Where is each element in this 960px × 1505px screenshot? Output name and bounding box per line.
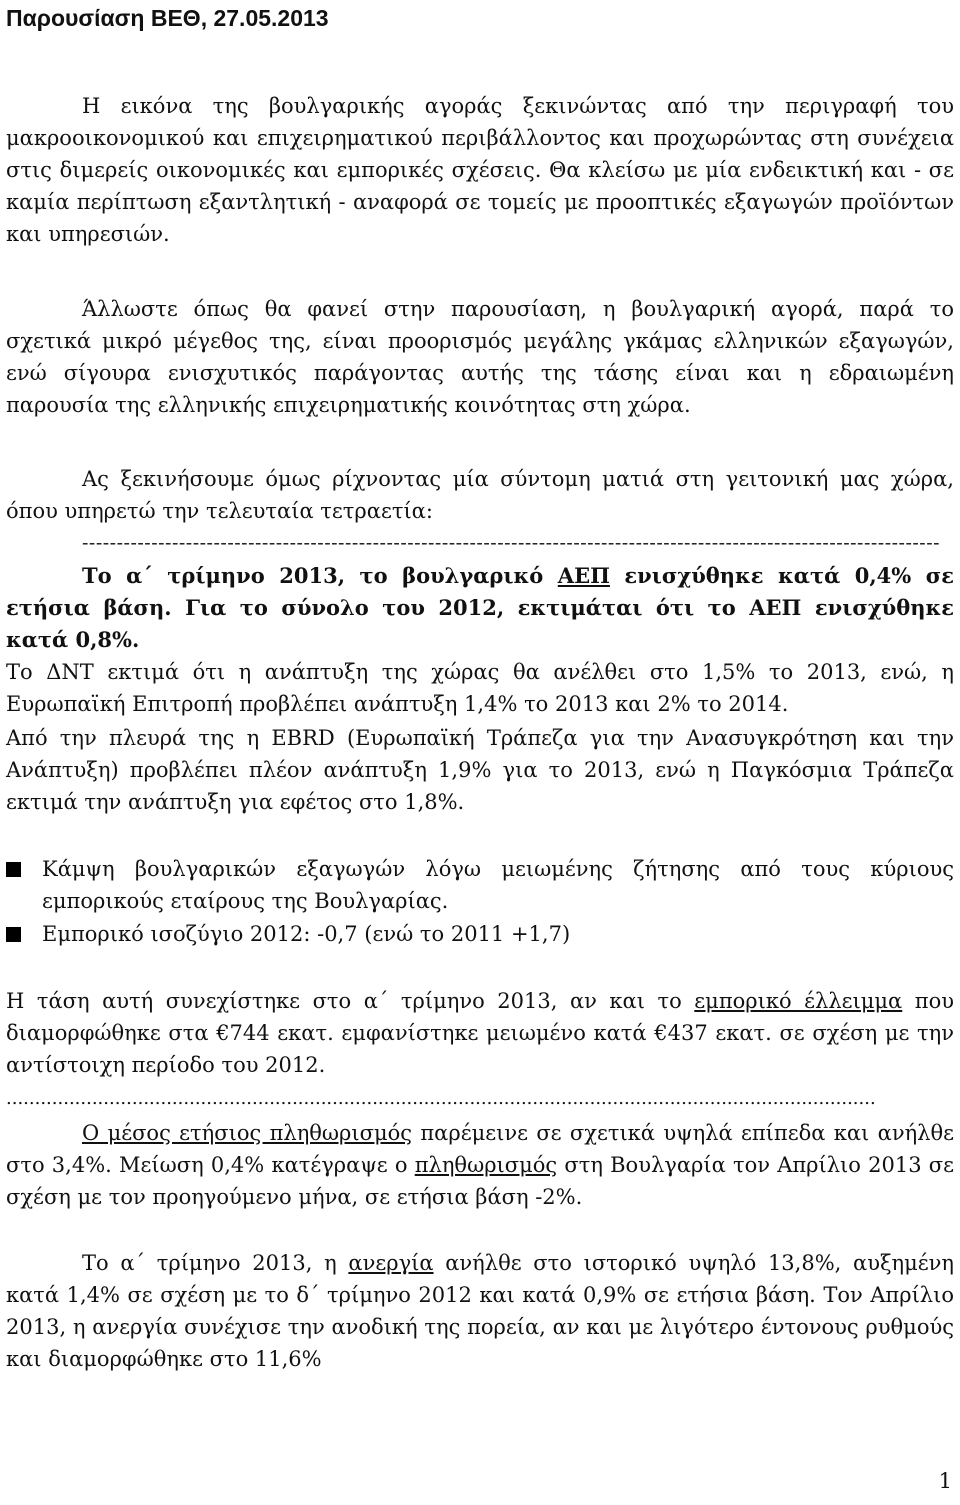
imf-paragraph: Το ΔΝΤ εκτιμά ότι η ανάπτυξη της χώρας θα ανέλθει στο 1,5% το 2013, ενώ, η Ευρωπαϊκή Επιτροπή προβλέπει ανάπτυξη 1,4% το 2013 και 2% το 2014. bbox=[6, 660, 954, 716]
unemployment-text-b: ανήλθε στο ιστορικό υψηλό 13,8%, αυξημένη κατά 1,4% σε σχέση με το δ΄ τρίμηνο 2012 και κατά 0,9% σε ετήσια βάση. Τον Απρίλιο 2013, η ανεργία συνέχισε την ανοδική της πορεία, αν και με λιγότερο έντονους ρυθμούς και διαμορφώθηκε στο 11,6% bbox=[6, 1251, 955, 1371]
gdp-underlined: ΑΕΠ bbox=[557, 563, 610, 588]
unemployment-paragraph bbox=[6, 1247, 954, 1375]
bullet-text: Κάμψη βουλγαρικών εξαγωγών λόγω μειωμένης ζήτησης από τους κύριους εμπορικούς εταίρους της Βουλγαρίας. bbox=[42, 857, 954, 913]
bullet-text: Εμπορικό ισοζύγιο 2012: -0,7 (ενώ το 2011 +1,7) bbox=[42, 922, 571, 946]
bullet-square-icon bbox=[6, 927, 21, 942]
gdp-text-b: ενισχύθηκε κατά 0,4% σε ετήσια βάση. Για το σύνολο του 2012, εκτιμάται ότι το ΑΕΠ ενισχύθηκε κατά 0,8%. bbox=[6, 563, 954, 652]
market-paragraph: Άλλωστε όπως θα φανεί στην παρουσίαση, η βουλγαρική αγορά, παρά το σχετικά μικρό μέγεθος της, είναι προορισμός μεγάλης γκάμας ελληνικών εξαγωγών, ενώ σίγουρα ενισχυτικός παράγοντας αυτής της τάσης είναι και η εδραιωμένη παρουσία της ελληνικής επιχειρηματικής κοινότητας στη χώρα. bbox=[6, 297, 954, 417]
trade-paragraph bbox=[6, 985, 954, 1081]
page-title: Παρουσίαση ΒΕΘ, 27.05.2013 bbox=[6, 5, 329, 31]
inflation-underlined-2: πληθωρισμός bbox=[414, 1153, 558, 1177]
trade-underlined: εμπορικό έλλειμμα bbox=[694, 989, 903, 1013]
trade-text-a: Η τάση αυτή συνεχίστηκε στο α΄ τρίμηνο 2013, αν και το bbox=[6, 989, 695, 1013]
inflation-underlined-1: Ο μέσος ετήσιος πληθωρισμός bbox=[82, 1121, 413, 1145]
inflation-text-b: στη Βουλγαρία τον Απρίλιο 2013 σε σχέση με τον προηγούμενο μήνα, σε ετήσια βάση -2%. bbox=[6, 1153, 954, 1209]
bullet-item-trade-balance bbox=[6, 918, 954, 950]
ebrd-paragraph: Από την πλευρά της η EBRD (Ευρωπαϊκή Τράπεζα για την Ανασυγκρότηση και την Ανάπτυξη) προβλέπει πλέον ανάπτυξη 1,9% για το 2013, ενώ η Παγκόσμια Τράπεζα εκτιμά την ανάπτυξη για εφέτος στο 1,8%. bbox=[6, 726, 954, 814]
inflation-text-a: παρέμεινε σε σχετικά υψηλά επίπεδα και ανήλθε στο 3,4%. Μείωση 0,4% κατέγραψε ο bbox=[6, 1121, 954, 1177]
gdp-paragraph bbox=[6, 560, 954, 656]
dotted-separator: ........................................................................................................................................................ bbox=[6, 1088, 876, 1109]
bullet-square-icon bbox=[6, 862, 21, 877]
neighbour-paragraph: Ας ξεκινήσουμε όμως ρίχνοντας μία σύντομη ματιά στη γειτονική μας χώρα, όπου υπηρετώ την τελευταία τετραετία: bbox=[6, 467, 954, 523]
intro-paragraph: Η εικόνα της βουλγαρικής αγοράς ξεκινώντας από την περιγραφή του μακροοικονομικού και επιχειρηματικού περιβάλλοντος και προχωρώντας στη συνέχεια στις διμερείς οικονομικές και εμπορικές σχέσεις. Θα κλείσω με μία ενδεικτική και - σε καμία περίπτωση εξαντλητική - αναφορά σε τομείς με προοπτικές εξαγωγών προϊόντων και υπηρεσιών. bbox=[6, 94, 954, 246]
unemployment-text-a: Το α΄ τρίμηνο 2013, η bbox=[82, 1251, 349, 1275]
inflation-paragraph bbox=[6, 1117, 954, 1213]
page-number: 1 bbox=[938, 1469, 952, 1493]
dashed-separator: ---------------------------------------------------------------------------------------------------------------------------- bbox=[82, 532, 941, 554]
trade-text-b: που διαμορφώθηκε στα €744 εκατ. εμφανίστηκε μειωμένο κατά €437 εκατ. σε σχέση με την αντίστοιχη περίοδο του 2012. bbox=[6, 989, 954, 1077]
unemployment-underlined: ανεργία bbox=[348, 1251, 434, 1275]
bullet-item-exports bbox=[6, 853, 954, 917]
gdp-text-a: Το α΄ τρίμηνο 2013, το βουλγαρικό bbox=[82, 563, 558, 588]
